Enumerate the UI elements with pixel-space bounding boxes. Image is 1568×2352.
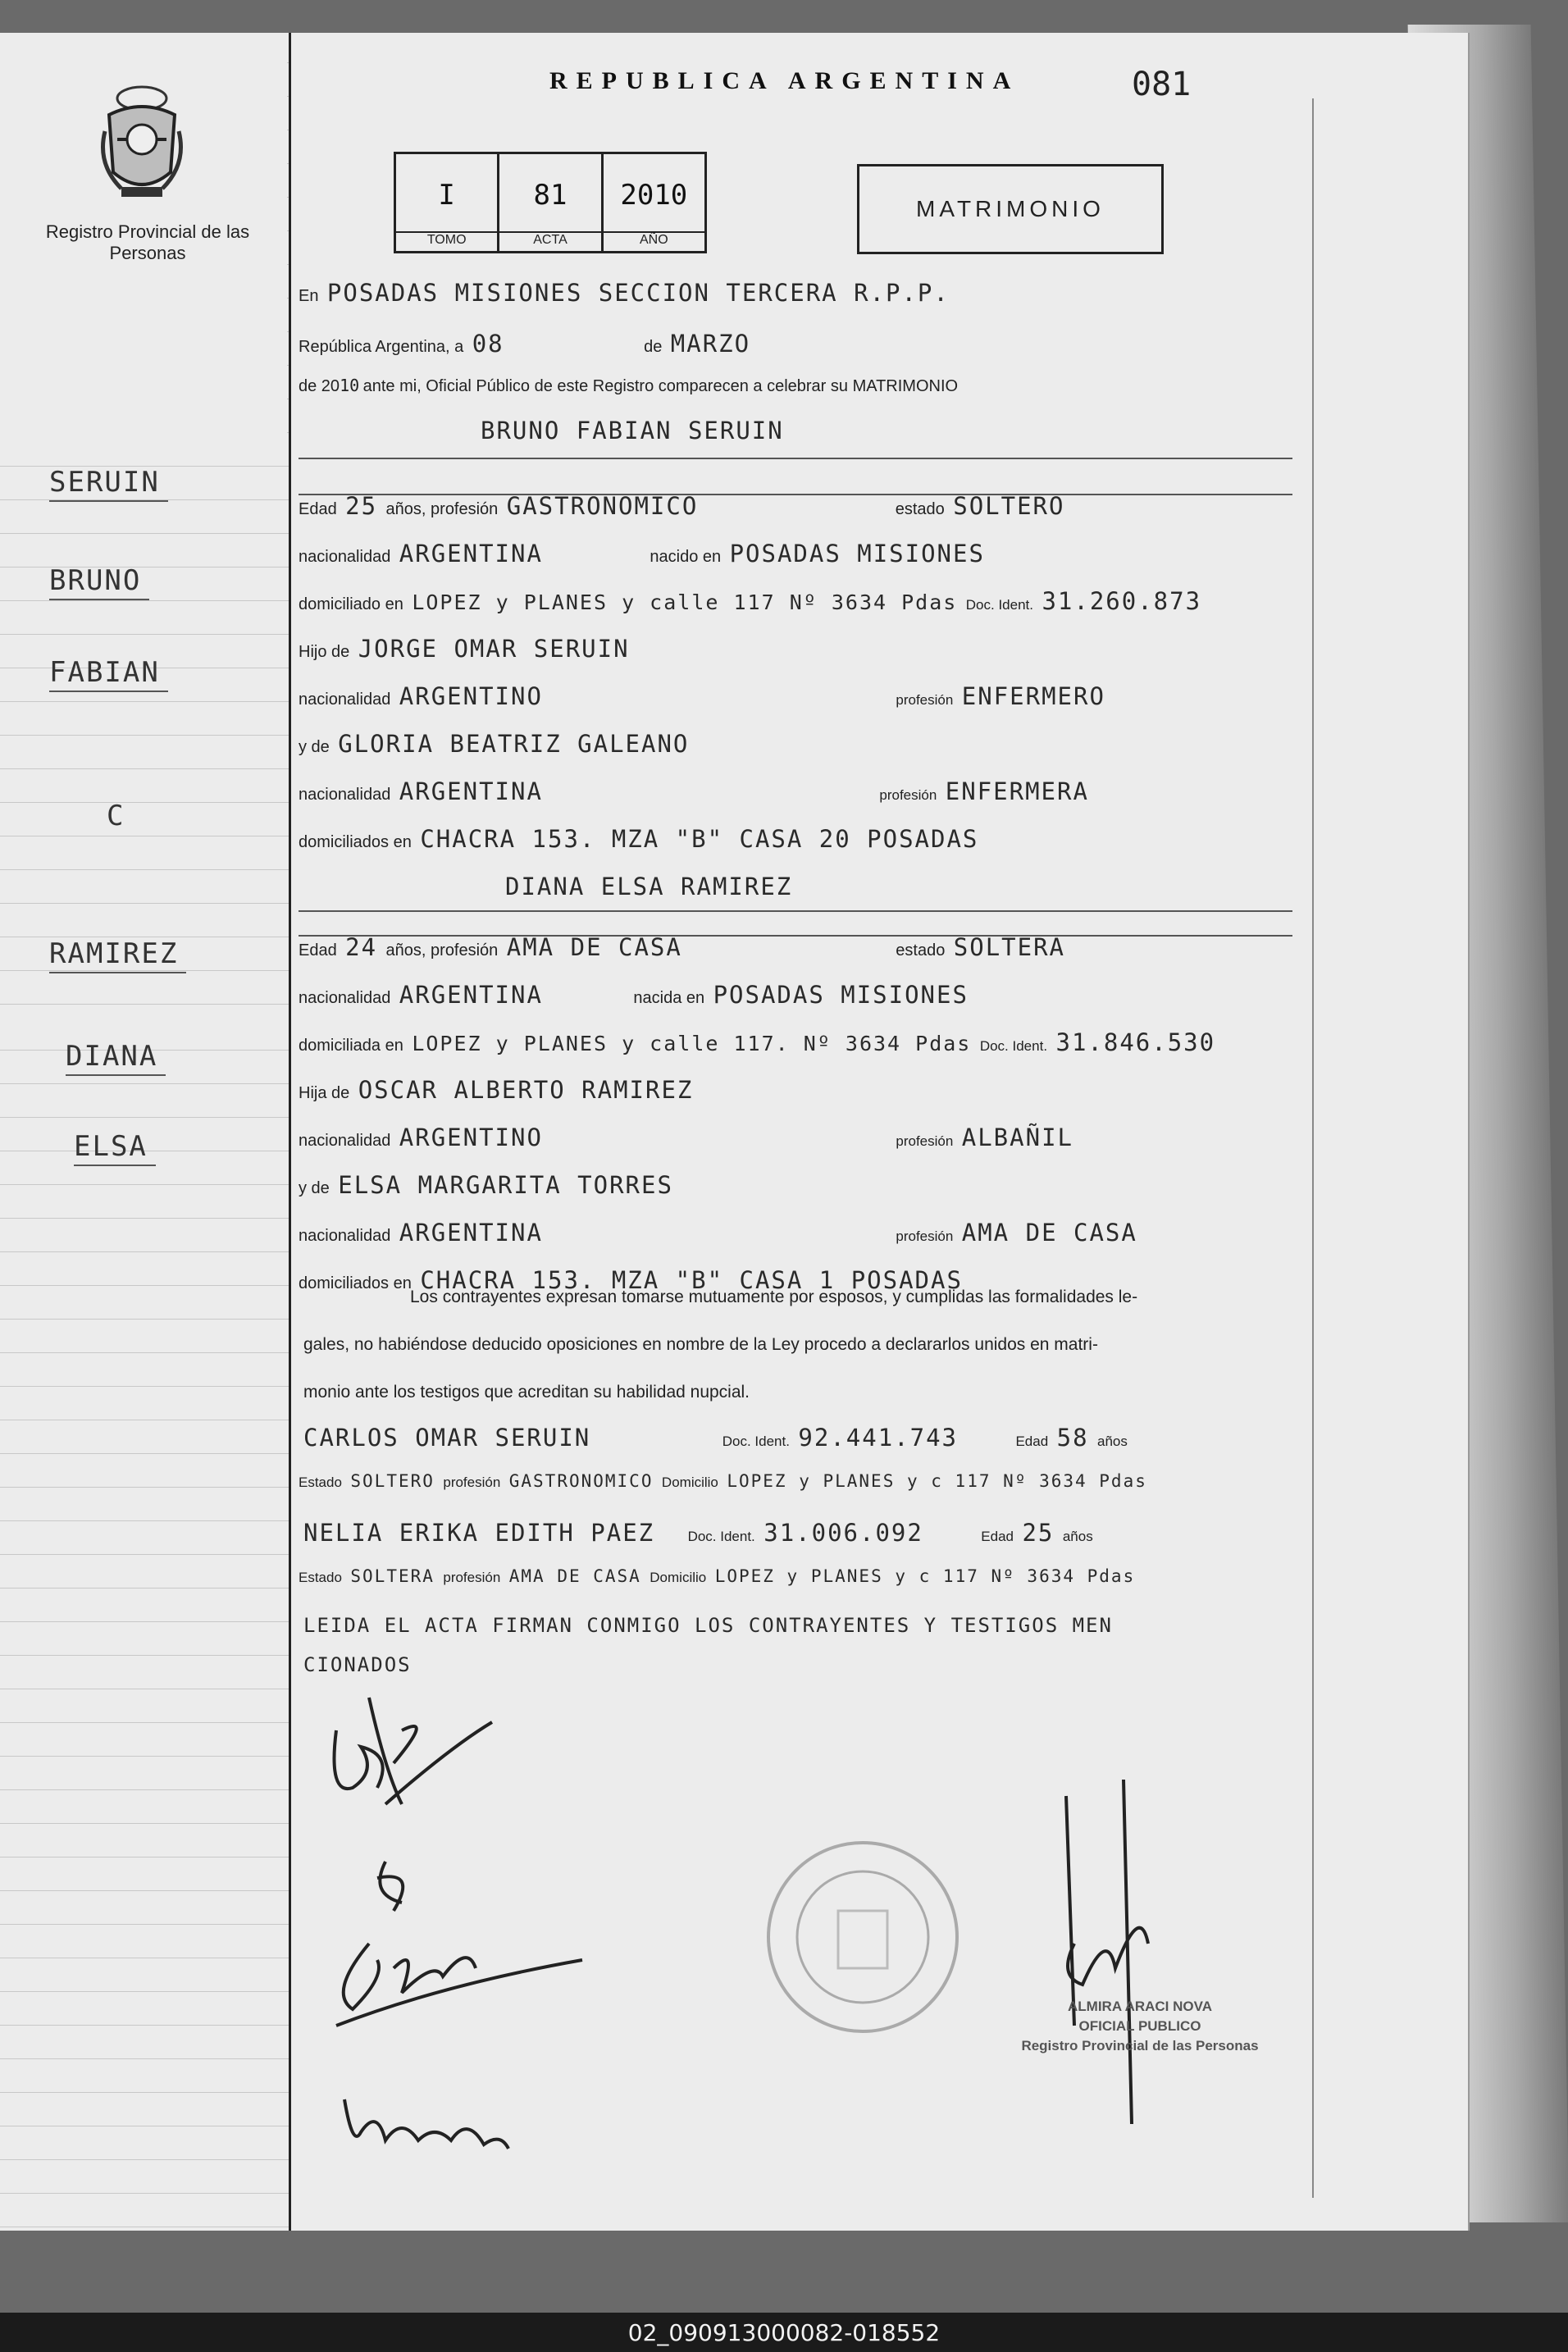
witness2-detail-line: Estado SOLTERA profesión AMA DE CASA Domicilio LOPEZ y PLANES y c 117 Nº 3634 Pdas: [299, 1566, 1136, 1586]
stub-groom-surname: SERUIN: [49, 466, 168, 502]
closing-line-1: LEIDA EL ACTA FIRMAN CONMIGO LOS CONTRAYENTES Y TESTIGOS MEN: [303, 1614, 1113, 1637]
bride-address-line: domiciliada en LOPEZ y PLANES y calle 117. Nº 3634 Pdas Doc. Ident. 31.846.530: [299, 1028, 1216, 1056]
coat-of-arms-seal: [97, 82, 187, 205]
place-line: En POSADAS MISIONES SECCION TERCERA R.P.P.: [299, 279, 950, 307]
stub-groom-name-1: BRUNO: [49, 564, 149, 600]
groom-age-line: Edad 25 años, profesión GASTRONOMICO estado SOLTERO: [299, 492, 1065, 520]
date-line: República Argentina, a 08 de MARZO: [299, 330, 751, 358]
folio-number: 081: [1132, 66, 1192, 103]
closing-line-2: CIONADOS: [303, 1653, 412, 1676]
register-page: [0, 33, 1470, 2231]
day-value: 08: [472, 330, 504, 358]
groom-nationality-line: nacionalidad ARGENTINA nacido en POSADAS MISIONES: [299, 540, 985, 567]
stub-bride-name-1: DIANA: [66, 1040, 166, 1076]
stub-groom-name-2: FABIAN: [49, 656, 168, 692]
bride-age-line: Edad 24 años, profesión AMA DE CASA estado SOLTERA: [299, 933, 1066, 961]
acta-label: ACTA: [499, 231, 600, 251]
groom-mother-nat-line: nacionalidad ARGENTINA profesión ENFERMERA: [299, 777, 1089, 805]
tomo-cell: [396, 154, 499, 251]
image-identifier: 02_090913000082-018552: [627, 2319, 941, 2346]
record-type-box: MATRIMONIO: [857, 164, 1164, 254]
tomo-label: TOMO: [396, 231, 497, 251]
groom-mother-line: y de GLORIA BEATRIZ GALEANO: [299, 730, 690, 758]
acta-cell: [499, 154, 603, 251]
ano-cell: [604, 154, 704, 251]
tomo-value: I: [438, 179, 455, 212]
bride-mother-line: y de ELSA MARGARITA TORRES: [299, 1171, 673, 1199]
official-stamp: [763, 1837, 964, 2038]
bride-signature: [320, 1845, 590, 2034]
formula-line-2: gales, no habiéndose deducido oposiciones en nombre de la Ley procedo a declararlos unidos en matri-: [303, 1335, 1098, 1354]
stub-connector: C: [107, 800, 125, 832]
ano-label: AÑO: [604, 231, 704, 251]
comparecen-line: de 2010 ante mi, Oficial Público de este Registro comparecen a celebrar su MATRIMONIO: [299, 376, 959, 395]
groom-signature: [320, 1681, 508, 1821]
bride-father-nat-line: nacionalidad ARGENTINO profesión ALBAÑIL: [299, 1124, 1073, 1151]
formula-line-3: monio ante los testigos que acreditan su habilidad nupcial.: [303, 1383, 750, 1402]
ano-value: 2010: [620, 179, 688, 212]
witness2-line: NELIA ERIKA EDITH PAEZ Doc. Ident. 31.006.092 Edad 25 años: [303, 1519, 1093, 1547]
country-heading: REPUBLICA ARGENTINA: [549, 67, 1020, 94]
witness1-line: CARLOS OMAR SERUIN Doc. Ident. 92.441.743 Edad 58 años: [303, 1424, 1128, 1452]
official-stamp-text: ALMIRA ARACI NOVA OFICIAL PUBLICO Registro Provincial de las Personas: [1021, 1999, 1259, 2053]
year-suffix: 10: [340, 376, 360, 395]
registry-name: Registro Provincial de las Personas: [45, 221, 250, 263]
bride-name-line: [500, 873, 1509, 905]
bride-full-name: DIANA ELSA RAMIREZ: [505, 873, 793, 900]
groom-parents-address-line: domiciliados en CHACRA 153. MZA "B" CASA 20 POSADAS: [299, 825, 979, 853]
stub-column: [0, 33, 291, 2231]
groom-father-nat-line: nacionalidad ARGENTINO profesión ENFERMERO: [299, 682, 1105, 710]
stub-bride-surname: RAMIREZ: [49, 937, 186, 973]
bride-mother-nat-line: nacionalidad ARGENTINA profesión AMA DE CASA: [299, 1219, 1137, 1247]
witness-signature: [336, 2083, 525, 2157]
acta-value: 81: [533, 179, 567, 212]
groom-name-line: [476, 417, 1484, 449]
groom-address-line: domiciliado en LOPEZ y PLANES y calle 117 Nº 3634 Pdas Doc. Ident. 31.260.873: [299, 587, 1202, 615]
official-signature: [1042, 1780, 1165, 2124]
place-value: POSADAS MISIONES SECCION TERCERA R.P.P.: [326, 279, 950, 307]
formula-line-1: Los contrayentes expresan tomarse mutuamente por esposos, y cumplidas las formalidades le-: [410, 1288, 1138, 1306]
right-margin-rule: [1312, 98, 1314, 2198]
groom-father-line: Hijo de JORGE OMAR SERUIN: [299, 635, 630, 663]
bride-father-line: Hija de OSCAR ALBERTO RAMIREZ: [299, 1076, 694, 1104]
stub-bride-name-2: ELSA: [74, 1130, 156, 1166]
month-value: MARZO: [670, 330, 751, 358]
groom-full-name: BRUNO FABIAN SERUIN: [481, 417, 784, 444]
bride-parents-address-line: domiciliados en CHACRA 153. MZA "B" CASA 1 POSADAS: [299, 1266, 963, 1294]
tomo-acta-ano-box: [394, 152, 707, 253]
bride-nationality-line: nacionalidad ARGENTINA nacida en POSADAS MISIONES: [299, 981, 969, 1009]
witness1-detail-line: Estado SOLTERO profesión GASTRONOMICO Domicilio LOPEZ y PLANES y c 117 Nº 3634 Pdas: [299, 1471, 1147, 1491]
